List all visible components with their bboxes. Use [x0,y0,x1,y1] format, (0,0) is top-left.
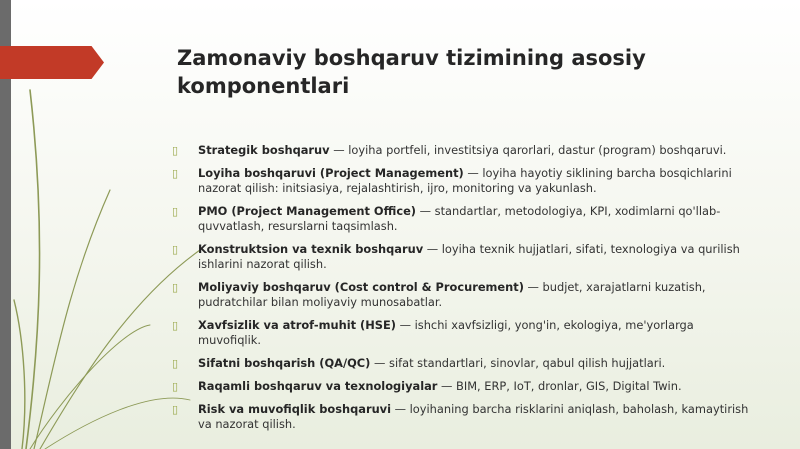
item-term: Konstruktsion va texnik boshqaruv [198,242,424,256]
bullet-icon: ▯ [172,403,179,416]
item-description: — ishchi xavfsizligi, yong'in, ekologiya, me'yorlarga muvofiqlik. [198,318,694,347]
slide-title: Zamonaviy boshqaruv tizimining asosiy komponentlari [177,46,646,98]
item-description: — BIM, ERP, IoT, dronlar, GIS, Digital Twin. [437,379,682,393]
item-description: — standartlar, metodologiya, KPI, xodimlarni qo'llab-quvvatlash, resurslarni taqsimlash. [198,204,721,233]
item-term: Risk va muvofiqlik boshqaruvi [198,402,392,416]
list-item [172,204,752,234]
component-list [172,143,752,440]
list-item [172,356,752,371]
list-item [172,379,752,394]
accent-arrow [0,46,104,79]
list-item [172,166,752,196]
item-term: Loyiha boshqaruvi (Project Management) [198,166,464,180]
item-term: Xavfsizlik va atrof-muhit (HSE) [198,318,396,332]
bullet-icon: ▯ [172,144,179,157]
bullet-icon: ▯ [172,319,179,332]
bullet-icon: ▯ [172,281,179,294]
list-item [172,318,752,348]
item-term: Strategik boshqaruv [198,143,330,157]
bullet-icon: ▯ [172,357,179,370]
list-item [172,143,752,158]
bullet-icon: ▯ [172,380,179,393]
item-description: — loyiha portfeli, investitsiya qarorlari, dastur (program) boshqaruvi. [329,143,727,157]
bullet-icon: ▯ [172,243,179,256]
item-description: — loyiha texnik hujjatlari, sifati, texnologiya va qurilish ishlarini nazorat qilish. [198,242,740,271]
item-description: — sifat standartlari, sinovlar, qabul qilish hujjatlari. [370,356,666,370]
item-description: — loyiha hayotiy siklining barcha bosqichlarini nazorat qilish: initsiasiya, rejalashtirish, ijro, monitoring va yakunlash. [198,166,732,195]
item-term: Sifatni boshqarish (QA/QC) [198,356,371,370]
list-item [172,242,752,272]
item-term: Moliyaviy boshqaruv (Cost control & Procurement) [198,280,524,294]
bullet-icon: ▯ [172,167,179,180]
bullet-icon: ▯ [172,205,179,218]
list-item [172,402,752,432]
item-term: PMO (Project Management Office) [198,204,417,218]
item-description: — loyihaning barcha risklarini aniqlash, baholash, kamaytirish va nazorat qilish. [198,402,749,431]
list-item [172,280,752,310]
item-term: Raqamli boshqaruv va texnologiyalar [198,379,438,393]
item-description: — budjet, xarajatlarni kuzatish, pudratchilar bilan moliyaviy munosabatlar. [198,280,706,309]
